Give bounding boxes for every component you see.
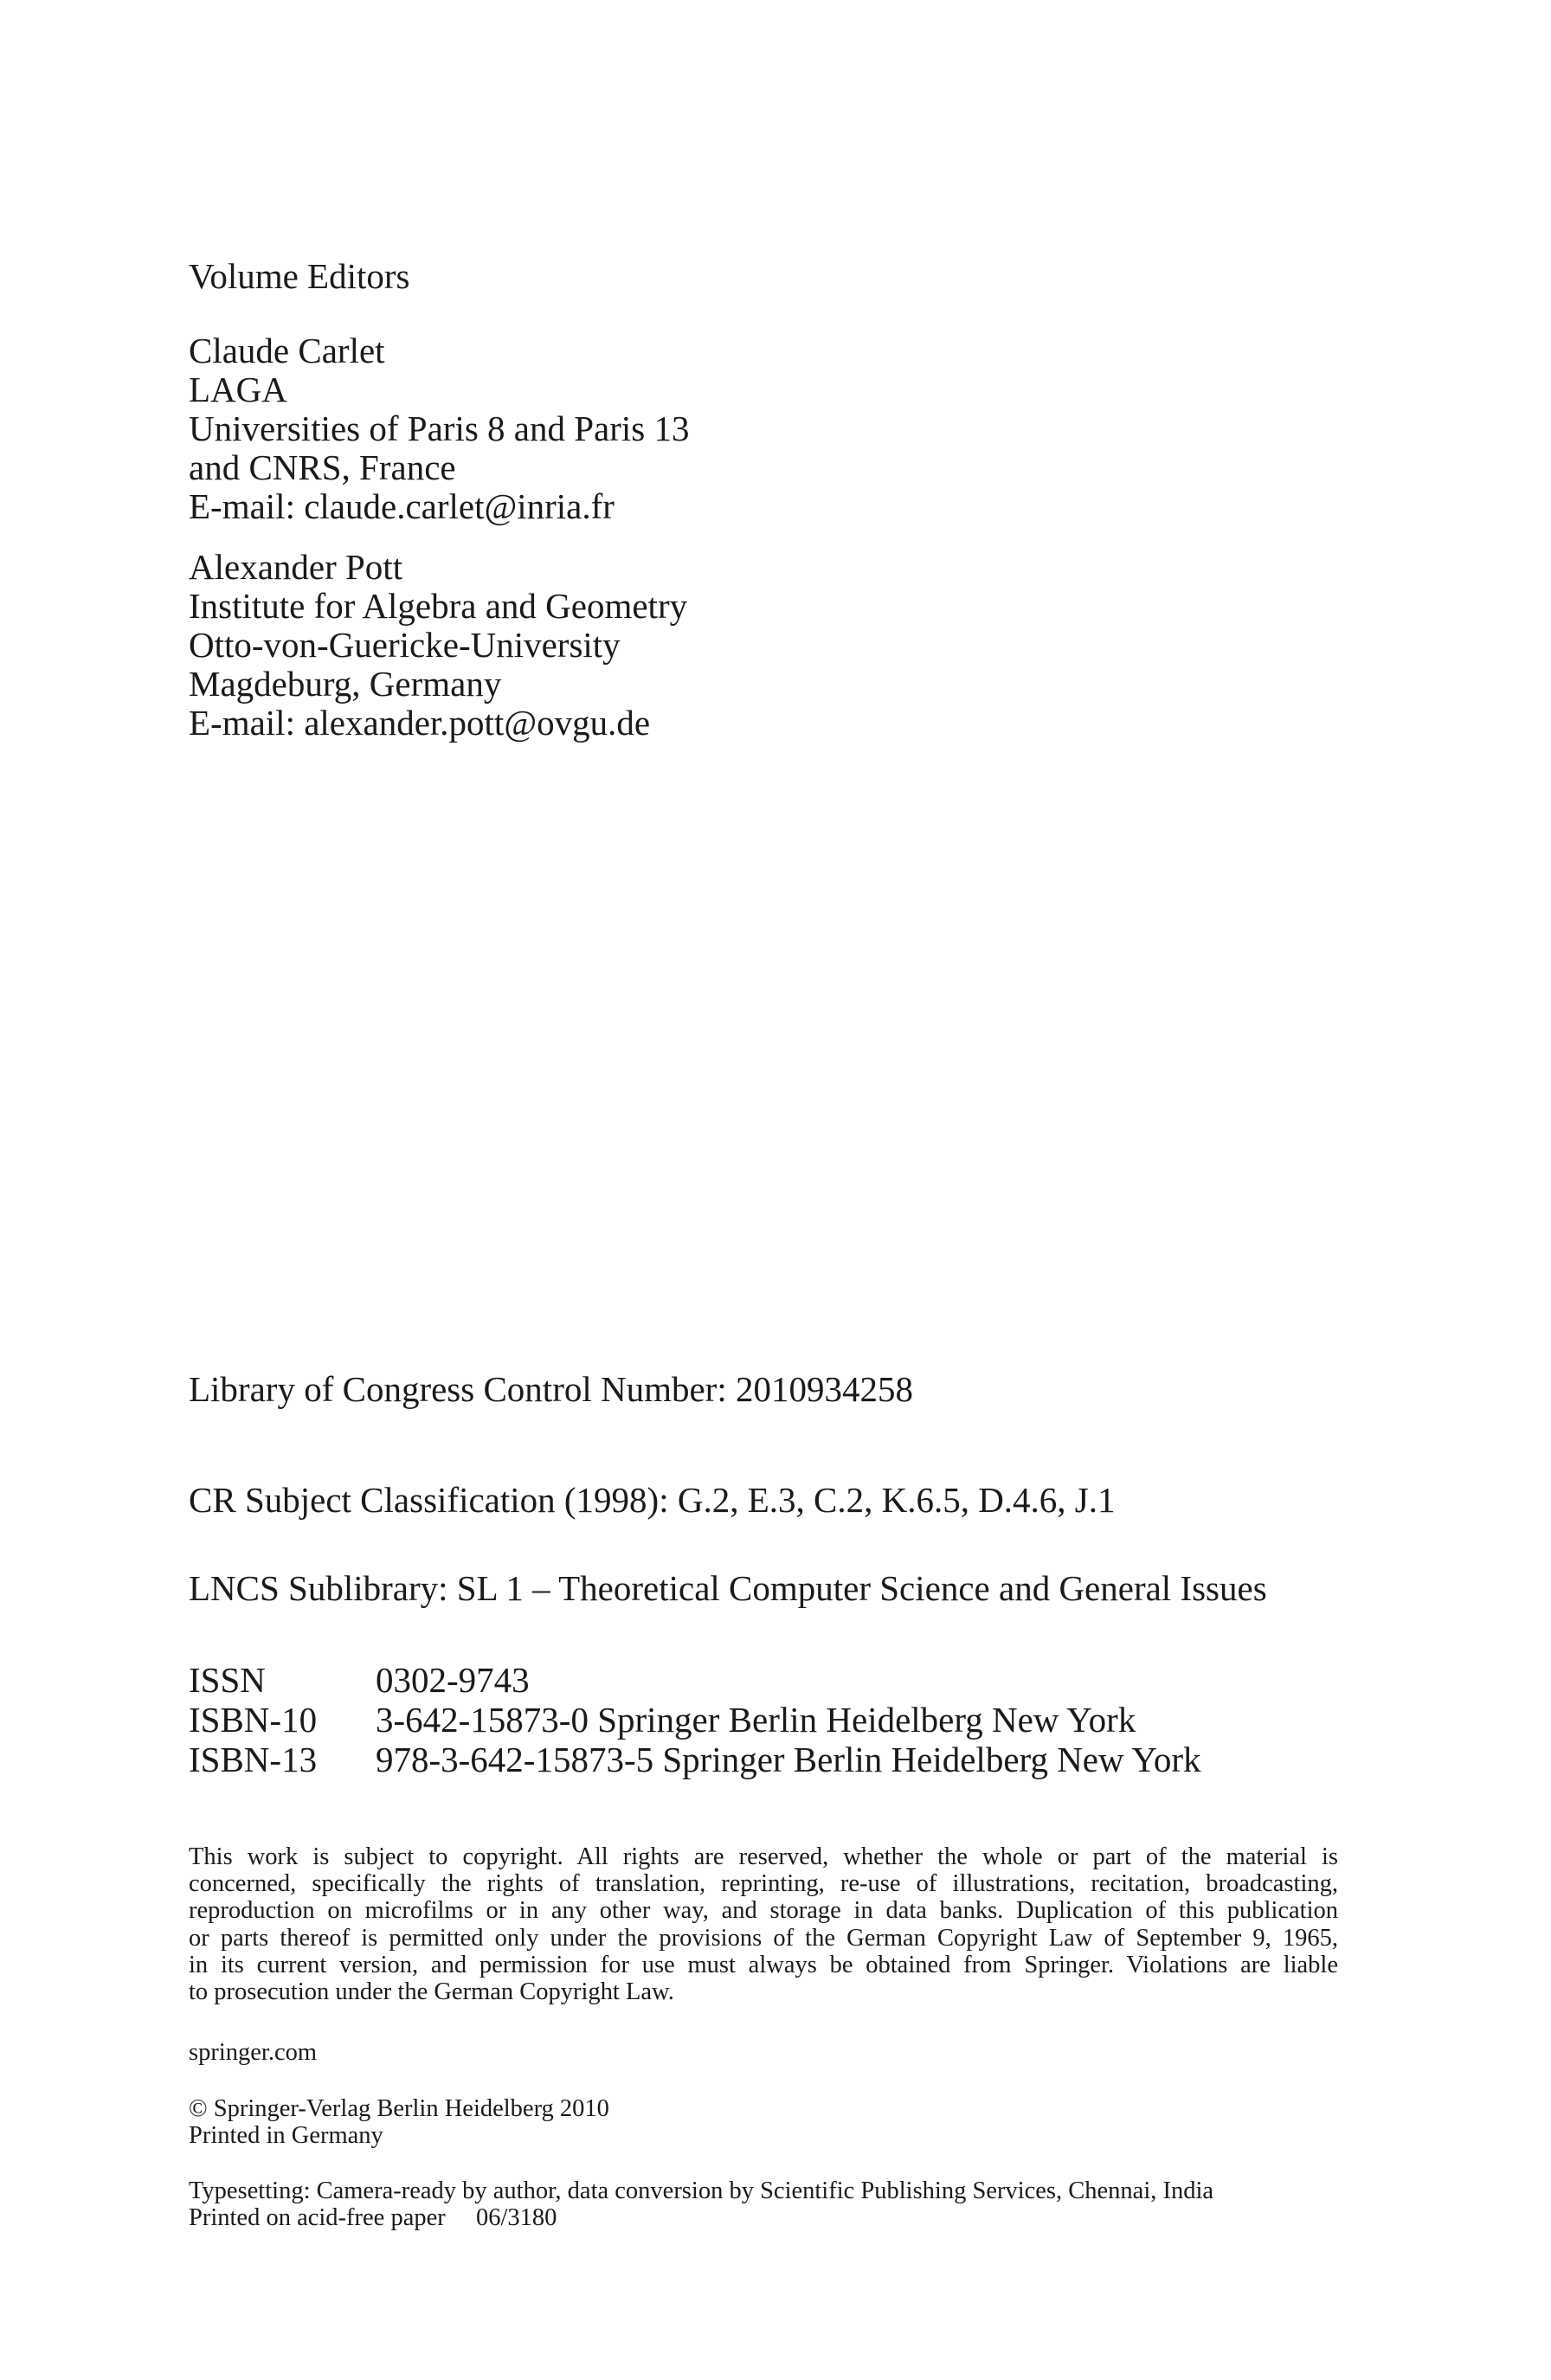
- copyright-notice-line: This work is subject to copyright. All rights are reserved, whether the whole or part of the material is: [189, 1843, 1338, 1870]
- copyright-notice-line: reproduction on microfilms or in any other way, and storage in data banks. Duplication of this publication: [189, 1897, 1338, 1925]
- lncs-sublibrary-text: LNCS Sublibrary: SL 1 – Theoretical Computer Science and General Issues: [189, 1568, 1267, 1608]
- typesetting-line: Typesetting: Camera-ready by author, data conversion by Scientific Publishing Services, Chennai, India: [189, 2177, 1214, 2204]
- isbn13-row: [189, 1740, 1340, 1779]
- printed-in-line: Printed in Germany: [189, 2122, 383, 2150]
- publisher-website: [189, 2039, 1340, 2066]
- issn-value: 0302-9743: [376, 1660, 530, 1700]
- copyright-notice-line: or parts thereof is permitted only under the provisions of the German Copyright Law of September 9, 1965,: [189, 1924, 1338, 1952]
- paper-line: [189, 2204, 1340, 2231]
- copyright-holder: [189, 2095, 1340, 2149]
- isbn13-value: 978-3-642-15873-5 Springer Berlin Heidelberg New York: [376, 1740, 1201, 1779]
- editor-email: E-mail: claude.carlet@inria.fr: [189, 486, 615, 526]
- production-info: [189, 2177, 1340, 2231]
- copyright-notice: [189, 1843, 1338, 2005]
- lncs-sublibrary: [189, 1568, 1340, 1608]
- isbn13-label: ISBN-13: [189, 1740, 318, 1779]
- editor-name: Claude Carlet: [189, 331, 385, 370]
- copyright-notice-line: concerned, specifically the rights of translation, reprinting, re-use of illustrations, recitation, broadcasting,: [189, 1870, 1338, 1898]
- volume-editors-title: Volume Editors: [189, 256, 410, 296]
- editor-affiliation: Institute for Algebra and Geometry: [189, 586, 688, 626]
- issn-label: ISSN: [189, 1660, 266, 1700]
- editor-affiliation: Magdeburg, Germany: [189, 664, 502, 704]
- editor-alexander-pott: [189, 548, 1340, 743]
- isbn10-label: ISBN-10: [189, 1700, 318, 1740]
- lccn: [189, 1369, 1340, 1409]
- isbn10-row: [189, 1700, 1340, 1740]
- print-code: 06/3180: [476, 2204, 557, 2232]
- editor-affiliation: Universities of Paris 8 and Paris 13: [189, 408, 690, 448]
- volume-editors-heading: [189, 256, 1340, 296]
- editor-affiliation: and CNRS, France: [189, 447, 456, 487]
- paper-text: Printed on acid-free paper: [189, 2204, 446, 2232]
- issn-row: [189, 1660, 1340, 1700]
- identifier-table: [189, 1660, 1340, 1779]
- editor-email: E-mail: alexander.pott@ovgu.de: [189, 703, 651, 743]
- copyright-notice-line: to prosecution under the German Copyright Law.: [189, 1978, 674, 2006]
- copyright-notice-line: in its current version, and permission for use must always be obtained from Springer. Violations are liable: [189, 1951, 1338, 1978]
- editor-claude-carlet: [189, 331, 1340, 526]
- editor-name: Alexander Pott: [189, 547, 403, 587]
- cr-subject-classification: [189, 1480, 1340, 1520]
- copyright-holder-line: © Springer-Verlag Berlin Heidelberg 2010: [189, 2095, 609, 2122]
- isbn10-value: 3-642-15873-0 Springer Berlin Heidelberg New York: [376, 1700, 1136, 1740]
- editor-affiliation: Otto-von-Guericke-University: [189, 625, 621, 665]
- cr-classification-text: CR Subject Classification (1998): G.2, E.3, C.2, K.6.5, D.4.6, J.1: [189, 1480, 1116, 1520]
- website-text: springer.com: [189, 2039, 318, 2066]
- lccn-text: Library of Congress Control Number: 2010934258: [189, 1369, 913, 1409]
- editor-affiliation: LAGA: [189, 370, 287, 409]
